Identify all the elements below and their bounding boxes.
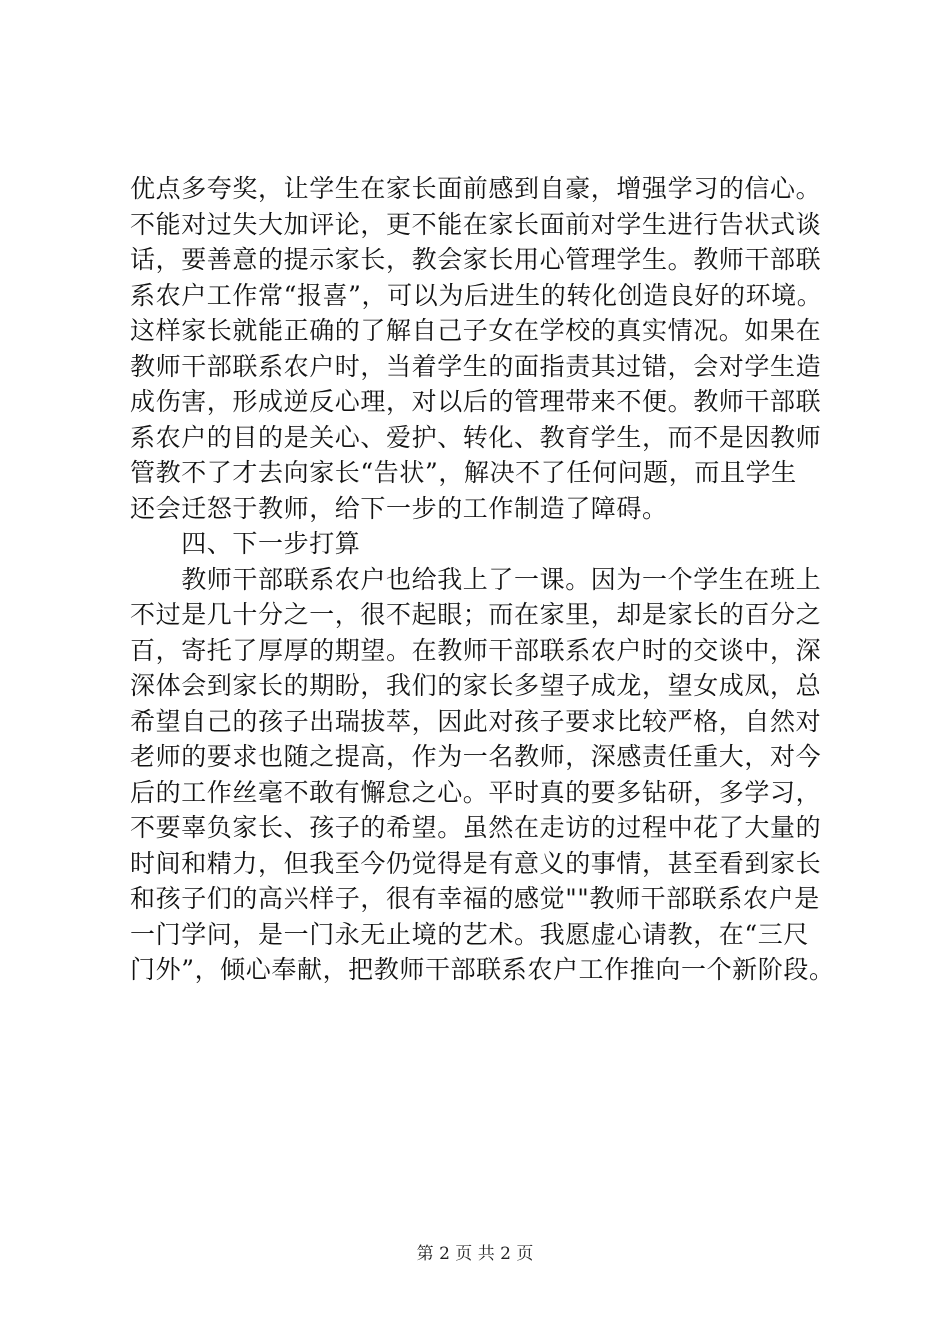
text-line: 管教不了才去向家长“告状”，解决不了任何问题，而且学生 [130, 458, 797, 487]
text-line: 老师的要求也随之提高，作为一名教师，深感责任重大，对今 [130, 742, 822, 771]
text-line: 系农户工作常“报喜”，可以为后进生的转化创造良好的环境。 [130, 280, 823, 310]
text-line: 百，寄托了厚厚的期望。在教师干部联系农户时的交谈中，深 [130, 635, 822, 665]
text-line: 深体会到家长的期盼，我们的家长多望子成龙，望女成凤，总 [130, 671, 822, 700]
text-line: 不能对过失大加评论，更不能在家长面前对学生进行告状式谈 [130, 209, 822, 239]
text-line: 话，要善意的提示家长，教会家长用心管理学生。教师干部联 [130, 245, 822, 274]
text-line: 教师干部联系农户也给我上了一课。因为一个学生在班上 [130, 564, 822, 594]
text-line: 希望自己的孩子出瑞拔萃，因此对孩子要求比较严格，自然对 [130, 706, 822, 736]
text-line: 这样家长就能正确的了解自己子女在学校的真实情况。如果在 [130, 316, 822, 345]
text-line: 时间和精力，但我至今仍觉得是有意义的事情，甚至看到家长 [130, 848, 822, 878]
text-line: 不要辜负家长、孩子的希望。虽然在走访的过程中花了大量的 [130, 813, 822, 842]
text-line: 教师干部联系农户时，当着学生的面指责其过错，会对学生造 [130, 351, 822, 381]
text-line: 不过是几十分之一，很不起眼；而在家里，却是家长的百分之 [130, 600, 822, 629]
document-body [130, 171, 870, 988]
text-line: 一门学问，是一门永无止境的艺术。我愿虚心请教，在“三尺 [130, 919, 809, 949]
section-heading: 四、下一步打算 [130, 529, 361, 558]
page-number-footer: 第 2 页 共 2 页 [416, 1244, 534, 1264]
text-line: 还会迁怒于教师，给下一步的工作制造了障碍。 [130, 493, 668, 523]
text-line: 和孩子们的高兴样子，很有幸福的感觉""教师干部联系农户是 [130, 884, 820, 913]
text-line: 系农户的目的是关心、爱护、转化、教育学生，而不是因教师 [130, 422, 822, 452]
text-line: 门外”，倾心奉献，把教师干部联系农户工作推向一个新阶段。 [130, 955, 835, 984]
text-line: 优点多夸奖，让学生在家长面前感到自豪，增强学习的信心。 [130, 174, 822, 203]
text-line: 成伤害，形成逆反心理，对以后的管理带来不便。教师干部联 [130, 387, 822, 416]
text-line: 后的工作丝毫不敢有懈怠之心。平时真的要多钻研，多学习， [130, 777, 822, 807]
